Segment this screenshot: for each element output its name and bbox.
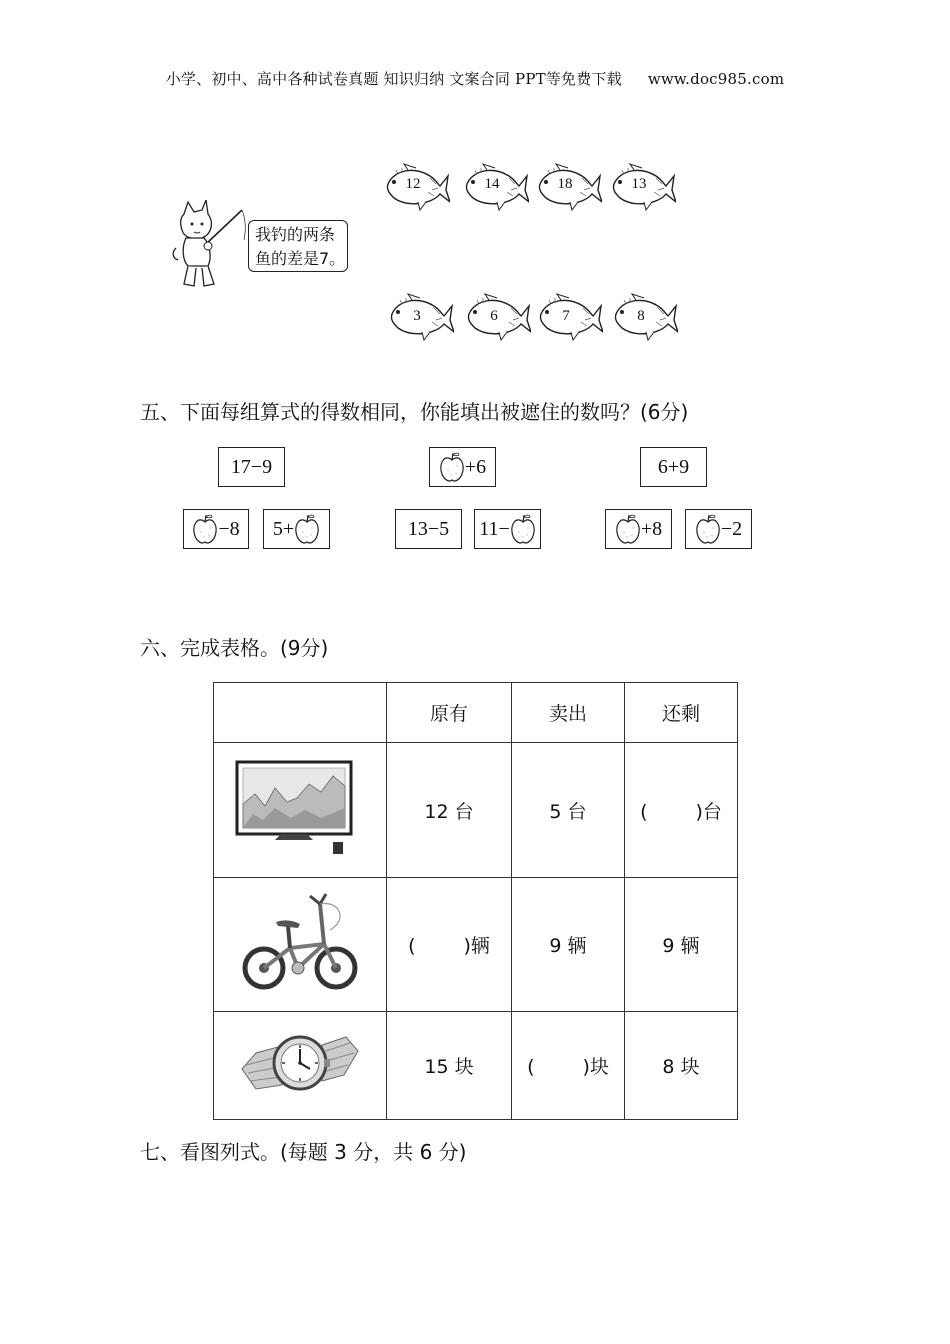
paren-open: (	[527, 1056, 535, 1078]
header-site: www.doc985.com	[647, 70, 785, 88]
watch-original-cell: 15 块	[387, 1012, 512, 1120]
section5-title: 五、下面每组算式的得数相同，你能填出被遮住的数吗？(6分)	[140, 400, 689, 424]
header-sold: 卖出	[512, 683, 625, 743]
fish-top-1	[384, 162, 450, 212]
bicycle-cell	[214, 878, 387, 1012]
apple-icon	[192, 512, 218, 546]
expr-suffix: −2	[720, 517, 743, 540]
bicycle-icon	[240, 890, 360, 994]
fish-number: 8	[637, 308, 645, 324]
fish-number: 6	[490, 308, 498, 324]
group1-top-box: 17−9	[218, 447, 285, 487]
table-header-row	[214, 683, 738, 743]
group3-bottom-right-box	[685, 509, 752, 549]
group3-top-box: 6+9	[640, 447, 707, 487]
fish-number: 14	[484, 176, 500, 192]
watch-icon	[238, 1023, 362, 1103]
fish-bottom-1	[388, 292, 454, 342]
tv-sold-cell: 5 台	[512, 743, 625, 878]
fish-number: 7	[562, 308, 570, 324]
fish-number: 12	[405, 176, 421, 192]
expr-suffix: +8	[640, 517, 663, 540]
television-cell	[214, 743, 387, 878]
expr-suffix: +6	[464, 455, 487, 478]
expr-prefix: 11−	[479, 517, 510, 540]
header-original: 原有	[387, 683, 512, 743]
section7-title: 七、看图列式。(每题 3 分，共 6 分)	[140, 1140, 467, 1164]
group3-bottom-left-box	[605, 509, 672, 549]
page-header	[0, 68, 950, 89]
inventory-table	[213, 682, 738, 1120]
expr-suffix: −8	[218, 517, 240, 540]
bike-sold-cell: 9 辆	[512, 878, 625, 1012]
fish-number: 3	[413, 308, 421, 324]
paren-open: (	[640, 800, 648, 823]
group1-bottom-right-box	[263, 509, 330, 549]
apple-icon	[695, 512, 721, 546]
bike-original-cell	[387, 878, 512, 1012]
table-row	[214, 1012, 738, 1120]
tv-left-cell	[625, 743, 738, 878]
group1-bottom-left-box	[183, 509, 249, 549]
paren-open: (	[408, 935, 416, 957]
tv-original-cell: 12 台	[387, 743, 512, 878]
table-row	[214, 743, 738, 878]
watch-sold-cell	[512, 1012, 625, 1120]
fish-top-4	[610, 162, 676, 212]
apple-icon	[294, 512, 320, 546]
fish-bottom-3	[537, 292, 603, 342]
section6-title: 六、完成表格。(9分)	[140, 636, 329, 660]
television-icon	[235, 758, 365, 858]
speech-bubble: 我钓的两条鱼的差是7。	[248, 220, 348, 272]
table-corner-cell	[214, 683, 387, 743]
apple-icon	[615, 512, 641, 546]
watch-cell	[214, 1012, 387, 1120]
paren-close: )辆	[463, 935, 490, 957]
apple-icon	[439, 450, 465, 484]
fish-bottom-2	[465, 292, 531, 342]
watch-left-cell: 8 块	[625, 1012, 738, 1120]
apple-icon	[510, 512, 536, 546]
fishing-cat-illustration	[168, 200, 248, 292]
group2-top-box	[429, 447, 496, 487]
paren-close: )台	[695, 800, 722, 823]
header-text: 小学、初中、高中各种试卷真题 知识归纳 文案合同 PPT等免费下载	[165, 70, 622, 88]
paren-close: )块	[582, 1056, 609, 1078]
fish-number: 13	[631, 176, 647, 192]
header-left: 还剩	[625, 683, 738, 743]
bike-left-cell: 9 辆	[625, 878, 738, 1012]
fish-top-3	[536, 162, 602, 212]
fish-number: 18	[557, 176, 573, 192]
group2-bottom-left-box: 13−5	[395, 509, 462, 549]
table-row	[214, 878, 738, 1012]
fish-bottom-4	[612, 292, 678, 342]
group2-bottom-right-box	[474, 509, 541, 549]
fish-top-2	[463, 162, 529, 212]
expr-prefix: 5+	[272, 517, 295, 540]
